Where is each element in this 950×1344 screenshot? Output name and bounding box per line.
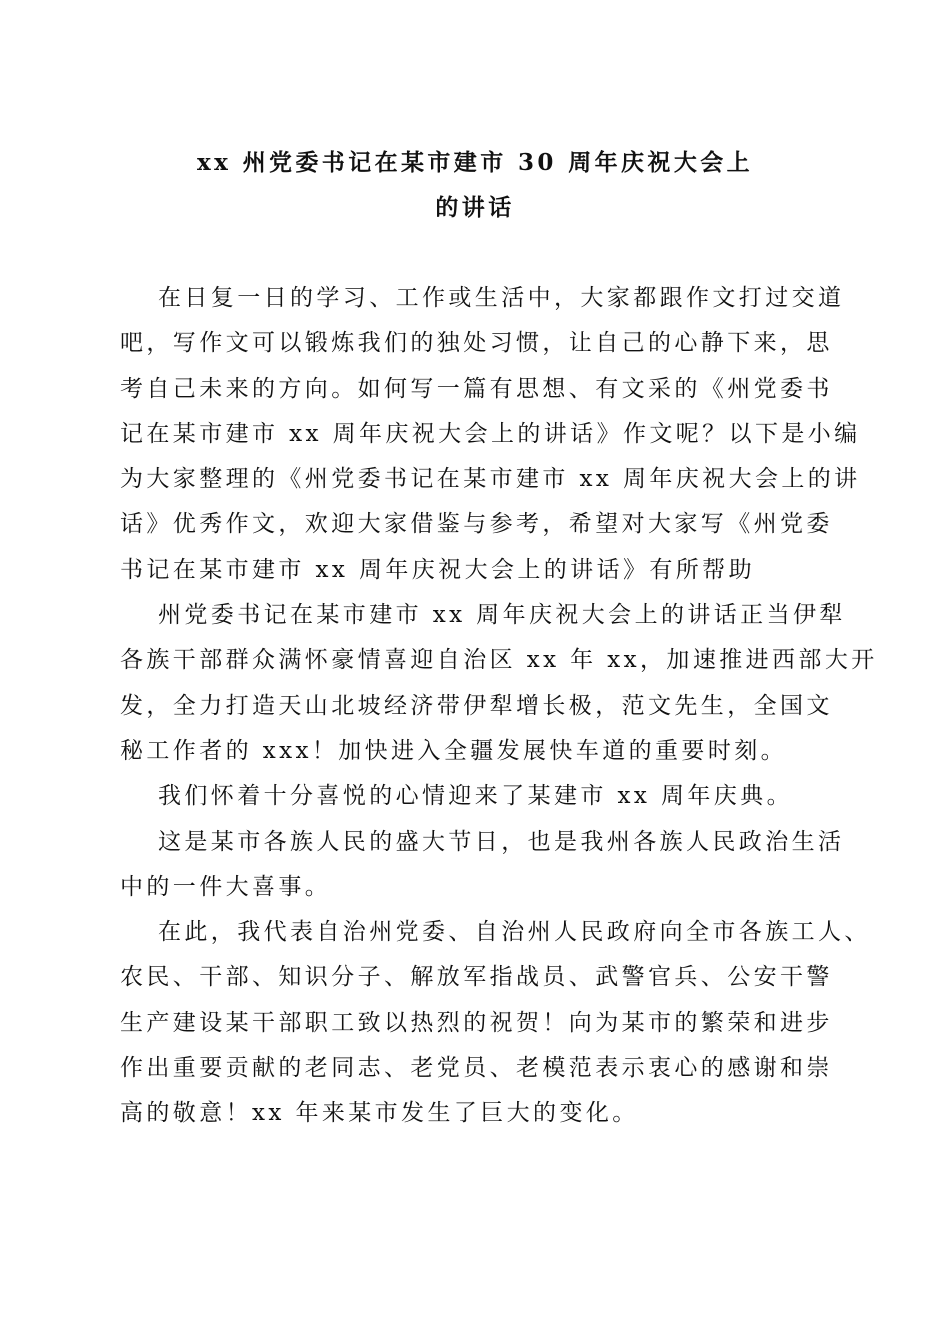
paragraph-greetings — [120, 910, 871, 1136]
paragraph-line: 生产建设某干部职工致以热烈的祝贺！向为某市的繁荣和进步 — [120, 1009, 833, 1036]
paragraph-line: 书记在某市建市 xx 周年庆祝大会上的讲话》有所帮助 — [120, 556, 755, 583]
document-body — [120, 276, 878, 1137]
paragraph-line: 在日复一日的学习、工作或生活中，大家都跟作文打过交道 — [158, 285, 845, 311]
paragraph-line: 中的一件大喜事。 — [120, 873, 332, 900]
paragraph-line: 州党委书记在某市建市 xx 周年庆祝大会上的讲话正当伊犁 — [158, 602, 846, 629]
paragraph-line: 作出重要贡献的老同志、老党员、老模范表示衷心的感谢和崇 — [120, 1055, 833, 1082]
document-title — [110, 140, 840, 231]
paragraph-line: 吧，写作文可以锻炼我们的独处习惯，让自己的心静下来，思 — [120, 330, 833, 357]
paragraph-intro — [120, 276, 861, 593]
paragraph-line: 农民、干部、知识分子、解放军指战员、武警官兵、公安干警 — [120, 964, 833, 991]
title-line-2: 的讲话 — [435, 194, 515, 222]
paragraph-line: 考自己未来的方向。如何写一篇有思想、有文采的《州党委书 — [120, 375, 833, 402]
paragraph-occasion — [120, 593, 878, 774]
paragraph-line: 为大家整理的《州党委书记在某市建市 xx 周年庆祝大会上的讲 — [120, 466, 861, 493]
paragraph-celebration — [120, 774, 830, 819]
paragraph-line: 话》优秀作文，欢迎大家借鉴与参考，希望对大家写《州党委 — [120, 511, 833, 538]
title-line-1: xx 州党委书记在某市建市 30 周年庆祝大会上 — [196, 149, 754, 176]
paragraph-line: 高的敬意！xx 年来某市发生了巨大的变化。 — [120, 1100, 639, 1127]
paragraph-line: 我们怀着十分喜悦的心情迎来了某建市 xx 周年庆典。 — [158, 783, 793, 810]
paragraph-line: 各族干部群众满怀豪情喜迎自治区 xx 年 xx，加速推进西部大开 — [120, 647, 878, 674]
paragraph-line: 秘工作者的 xxx！加快进入全疆发展快车道的重要时刻。 — [120, 737, 788, 764]
paragraph-line: 记在某市建市 xx 周年庆祝大会上的讲话》作文呢？以下是小编 — [120, 420, 861, 447]
paragraph-line: 发，全力打造天山北坡经济带伊犁增长极，范文先生，全国文 — [120, 692, 833, 719]
paragraph-line: 在此，我代表自治州党委、自治州人民政府向全市各族工人、 — [158, 919, 871, 946]
paragraph-line: 这是某市各族人民的盛大节日，也是我州各族人民政治生活 — [158, 828, 845, 855]
paragraph-festival — [120, 820, 845, 911]
